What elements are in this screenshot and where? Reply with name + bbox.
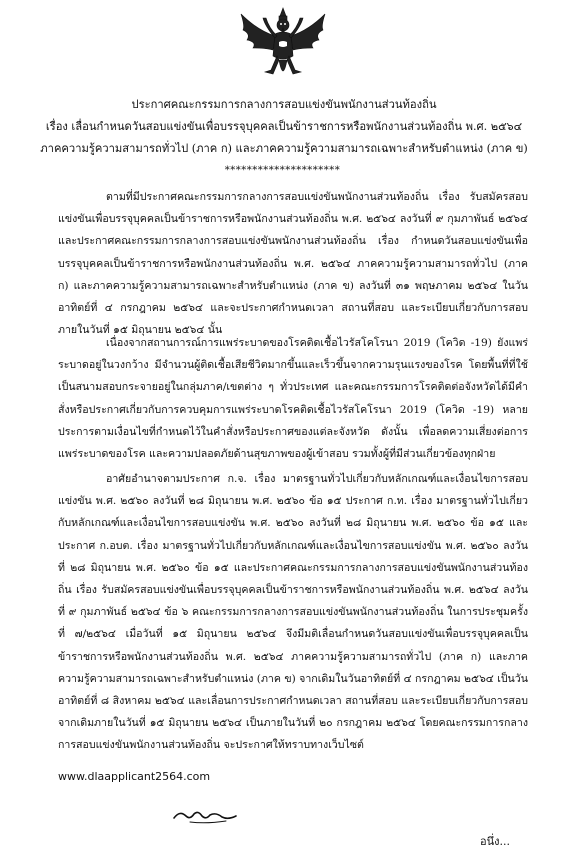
website-link[interactable]: www.dlaapplicant2564.com [58,770,211,783]
paragraph-reference [58,186,528,341]
paragraph-reference-text: ตามที่มีประกาศคณะกรรมการกลางการสอบแข่งขันพนักงานส่วนท้องถิ่น เรื่อง รับสมัครสอบแข่งขันเพื่อบรรจุบุคคลเป็นข้าราชการหรือพนักงานส่วนท้องถิ่น พ.ศ. ๒๕๖๔ ลงวันที่ ๙ กุมภาพันธ์ ๒๕๖๔ และประกาศคณะกรรมการกลางการสอบแข่งขันพนักงานส่วนท้องถิ่น เรื่อง กำหนดวันสอบแข่งขันเพื่อบรรจุบุคคลเป็นข้าราชการหรือพนักงานส่วนท้องถิ่น พ.ศ. ๒๕๖๔ ภาคความรู้ความสามารถทั่วไป (ภาค ก) และภาคความรู้ความสามารถเฉพาะสำหรับตำแหน่ง (ภาค ข) ลงวันที่ ๓๑ พฤษภาคม ๒๕๖๔ ในวันอาทิตย์ที่ ๔ กรกฎาคม ๒๕๖๔ และจะประกาศกำหนดเวลา สถานที่สอบ และระเบียบเกี่ยวกับการสอบ ภายในวันที่ ๑๕ มิถุนายน ๒๕๖๔ นั้น [58,191,528,337]
paragraph-covid-text: เนื่องจากสถานการณ์การแพร่ระบาดของโรคติดเชื้อไวรัสโคโรนา 2019 (โควิด -19) ยังแพร่ระบาดอยู่ในวงกว้าง มีจำนวนผู้ติดเชื้อเสียชีวิตมากขึ้นและเร็วขึ้นจากความรุนแรงของโรค โดยพื้นที่ที่ใช้เป็นสนามสอบกระจายอยู่ในกลุ่มภาค/เขตต่าง ๆ ทั่วประเทศ และคณะกรรมการโรคติดต่อจังหวัดได้มีคำสั่งหรือประกาศเกี่ยวกับการควบคุมการแพร่ระบาดโรคติดเชื้อไวรัสโคโรนา 2019 (โควิด -19) หลายประการตามเงื่อนไขที่กำหนดไว้ในคำสั่งหรือประกาศของแต่ละจังหวัด ดังนั้น เพื่อลดความเสี่ยงต่อการแพร่ระบาดของโรค และความปลอดภัยด้านสุขภาพของผู้เข้าสอบ รวมทั้งผู้ที่มีส่วนเกี่ยวข้องทุกฝ่าย [58,337,528,461]
paragraph-covid-situation [58,332,528,465]
announcement-title: ประกาศคณะกรรมการกลางการสอบแข่งขันพนักงานส่วนท้องถิ่น [131,98,437,111]
announcement-subject: เรื่อง เลื่อนกำหนดวันสอบแข่งขันเพื่อบรรจุบุคคลเป็นข้าราชการหรือพนักงานส่วนท้องถิ่น พ.ศ. ๒๕๖๔ [45,120,523,133]
page-continuation: อนึ่ง... [480,835,510,848]
garuda-emblem-icon [235,6,331,84]
paragraph-authority-decision [58,468,528,757]
handwritten-signature-icon [170,804,240,826]
paragraph-authority-text: อาศัยอำนาจตามประกาศ ก.จ. เรื่อง มาตรฐานทั่วไปเกี่ยวกับหลักเกณฑ์และเงื่อนไขการสอบแข่งขัน พ.ศ. ๒๕๖๐ ลงวันที่ ๒๘ มิถุนายน พ.ศ. ๒๕๖๐ ข้อ ๑๕ ประกาศ ก.ท. เรื่อง มาตรฐานทั่วไปเกี่ยวกับหลักเกณฑ์และเงื่อนไขการสอบแข่งขัน พ.ศ. ๒๕๖๐ ลงวันที่ ๒๘ มิถุนายน พ.ศ. ๒๕๖๐ ข้อ ๑๕ และประกาศ ก.อบต. เรื่อง มาตรฐานทั่วไปเกี่ยวกับหลักเกณฑ์และเงื่อนไขการสอบแข่งขัน พ.ศ. ๒๕๖๐ ลงวันที่ ๒๘ มิถุนายน พ.ศ. ๒๕๖๐ ข้อ ๑๕ และประกาศคณะกรรมการกลางการสอบแข่งขันพนักงานส่วนท้องถิ่น เรื่อง รับสมัครสอบแข่งขันเพื่อบรรจุบุคคลเป็นข้าราชการหรือพนักงานส่วนท้องถิ่น พ.ศ. ๒๕๖๔ ลงวันที่ ๙ กุมภาพันธ์ ๒๕๖๔ ข้อ ๖ คณะกรรมการกลางการสอบแข่งขันพนักงานส่วนท้องถิ่น ในการประชุมครั้งที่ ๗/๒๕๖๔ เมื่อวันที่ ๑๕ มิถุนายน ๒๕๖๔ จึงมีมติเลื่อนกำหนดวันสอบแข่งขันเพื่อบรรจุบุคคลเป็นข้าราชการหรือพนักงานส่วนท้องถิ่น พ.ศ. ๒๕๖๔ ภาคความรู้ความสามารถทั่วไป (ภาค ก) และภาคความรู้ความสามารถเฉพาะสำหรับตำแหน่ง (ภาค ข) จากเดิมในวันอาทิตย์ที่ ๔ กรกฎาคม ๒๕๖๔ เป็นวันอาทิตย์ที่ ๘ สิงหาคม ๒๕๖๔ และเลื่อนการประกาศกำหนดเวลา สถานที่สอบ และระเบียบเกี่ยวกับการสอบ จากเดิมภายในวันที่ ๑๕ มิถุนายน ๒๕๖๔ เป็นภายในวันที่ ๒๐ กรกฎาคม ๒๕๖๔ โดยคณะกรรมการกลางการสอบแข่งขันพนักงานส่วนท้องถิ่น จะประกาศให้ทราบทางเว็บไซต์ [58,473,528,752]
separator-stars: ********************* [224,165,341,176]
announcement-subject-line2: ภาคความรู้ความสามารถทั่วไป (ภาค ก) และภาคความรู้ความสามารถเฉพาะสำหรับตำแหน่ง (ภาค ข) [40,142,528,155]
